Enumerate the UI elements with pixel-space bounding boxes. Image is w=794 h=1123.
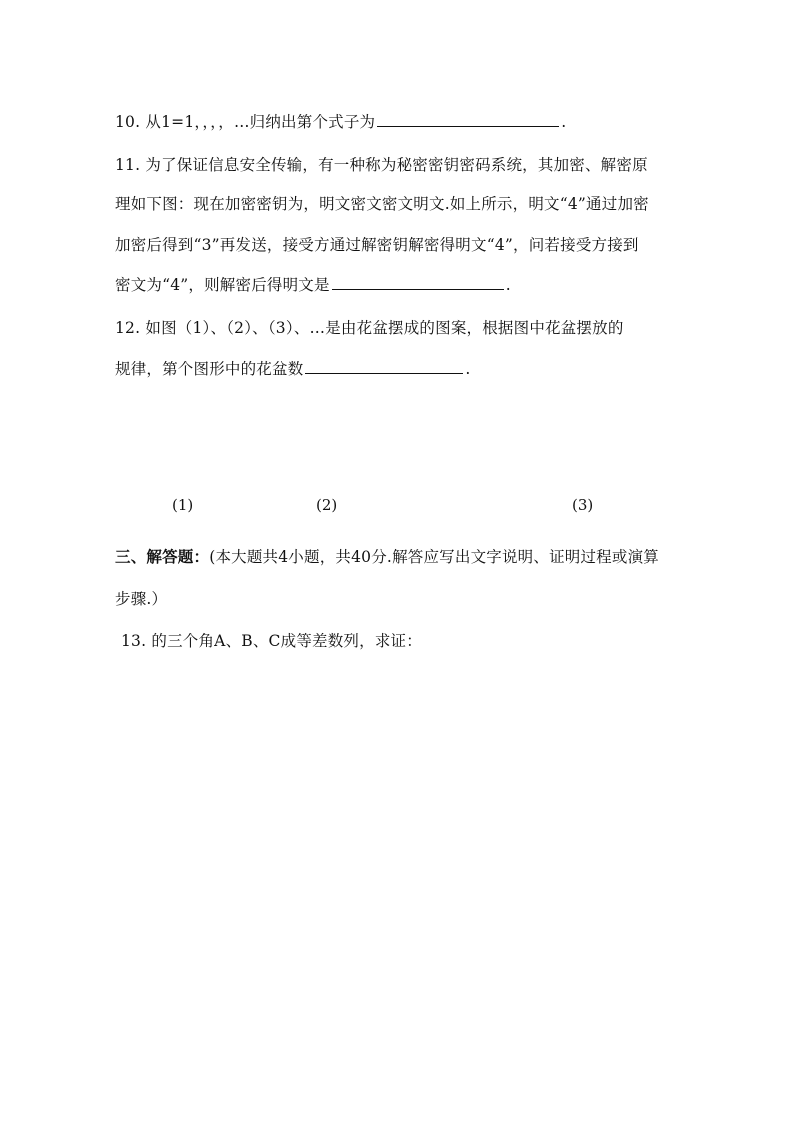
question-10-text: 10. 从1=1，，，，…归纳出第个式子为	[115, 113, 376, 131]
question-11-line-1: 11. 为了保证信息安全传输，有一种称为秘密密钥密码系统，其加密、解密原	[115, 156, 648, 174]
figure-label-2: (2)	[316, 496, 338, 514]
question-11-line-3: 加密后得到“3”再发送，接受方通过解密钥解密得明文“4”，问若接受方接到	[115, 236, 639, 254]
figure-label-3: (3)	[572, 496, 594, 514]
section-3-line-2: 步骤.）	[115, 590, 168, 608]
section-3-heading	[115, 547, 659, 567]
question-12-line-2	[115, 359, 471, 379]
answer-blank-10	[377, 112, 559, 127]
question-12-suffix: .	[465, 360, 471, 378]
question-11-line-2: 理如下图：现在加密密钥为，明文密文密文明文.如上所示，明文“4”通过加密	[115, 195, 649, 213]
question-12-line-2-text: 规律，第个图形中的花盆数	[115, 360, 304, 378]
answer-blank-11	[332, 275, 504, 290]
figure-label-1: (1)	[172, 496, 194, 514]
section-3-title: 三、解答题：	[115, 547, 210, 566]
question-11-line-4-text: 密文为“4”，则解密后得明文是	[115, 276, 330, 294]
question-11-line-4	[115, 275, 511, 295]
question-12-line-1: 12. 如图（1）、（2）、（3）、…是由花盆摆成的图案，根据图中花盆摆放的	[115, 319, 624, 337]
question-13: 13. 的三个角A、B、C成等差数列，求证：	[121, 632, 422, 650]
question-11-suffix: .	[505, 276, 511, 294]
section-3-instructions: (本大题共4小题，共40分.解答应写出文字说明、证明过程或演算	[209, 548, 659, 566]
answer-blank-12	[305, 359, 463, 374]
question-10	[115, 112, 566, 132]
question-10-suffix: .	[561, 113, 567, 131]
